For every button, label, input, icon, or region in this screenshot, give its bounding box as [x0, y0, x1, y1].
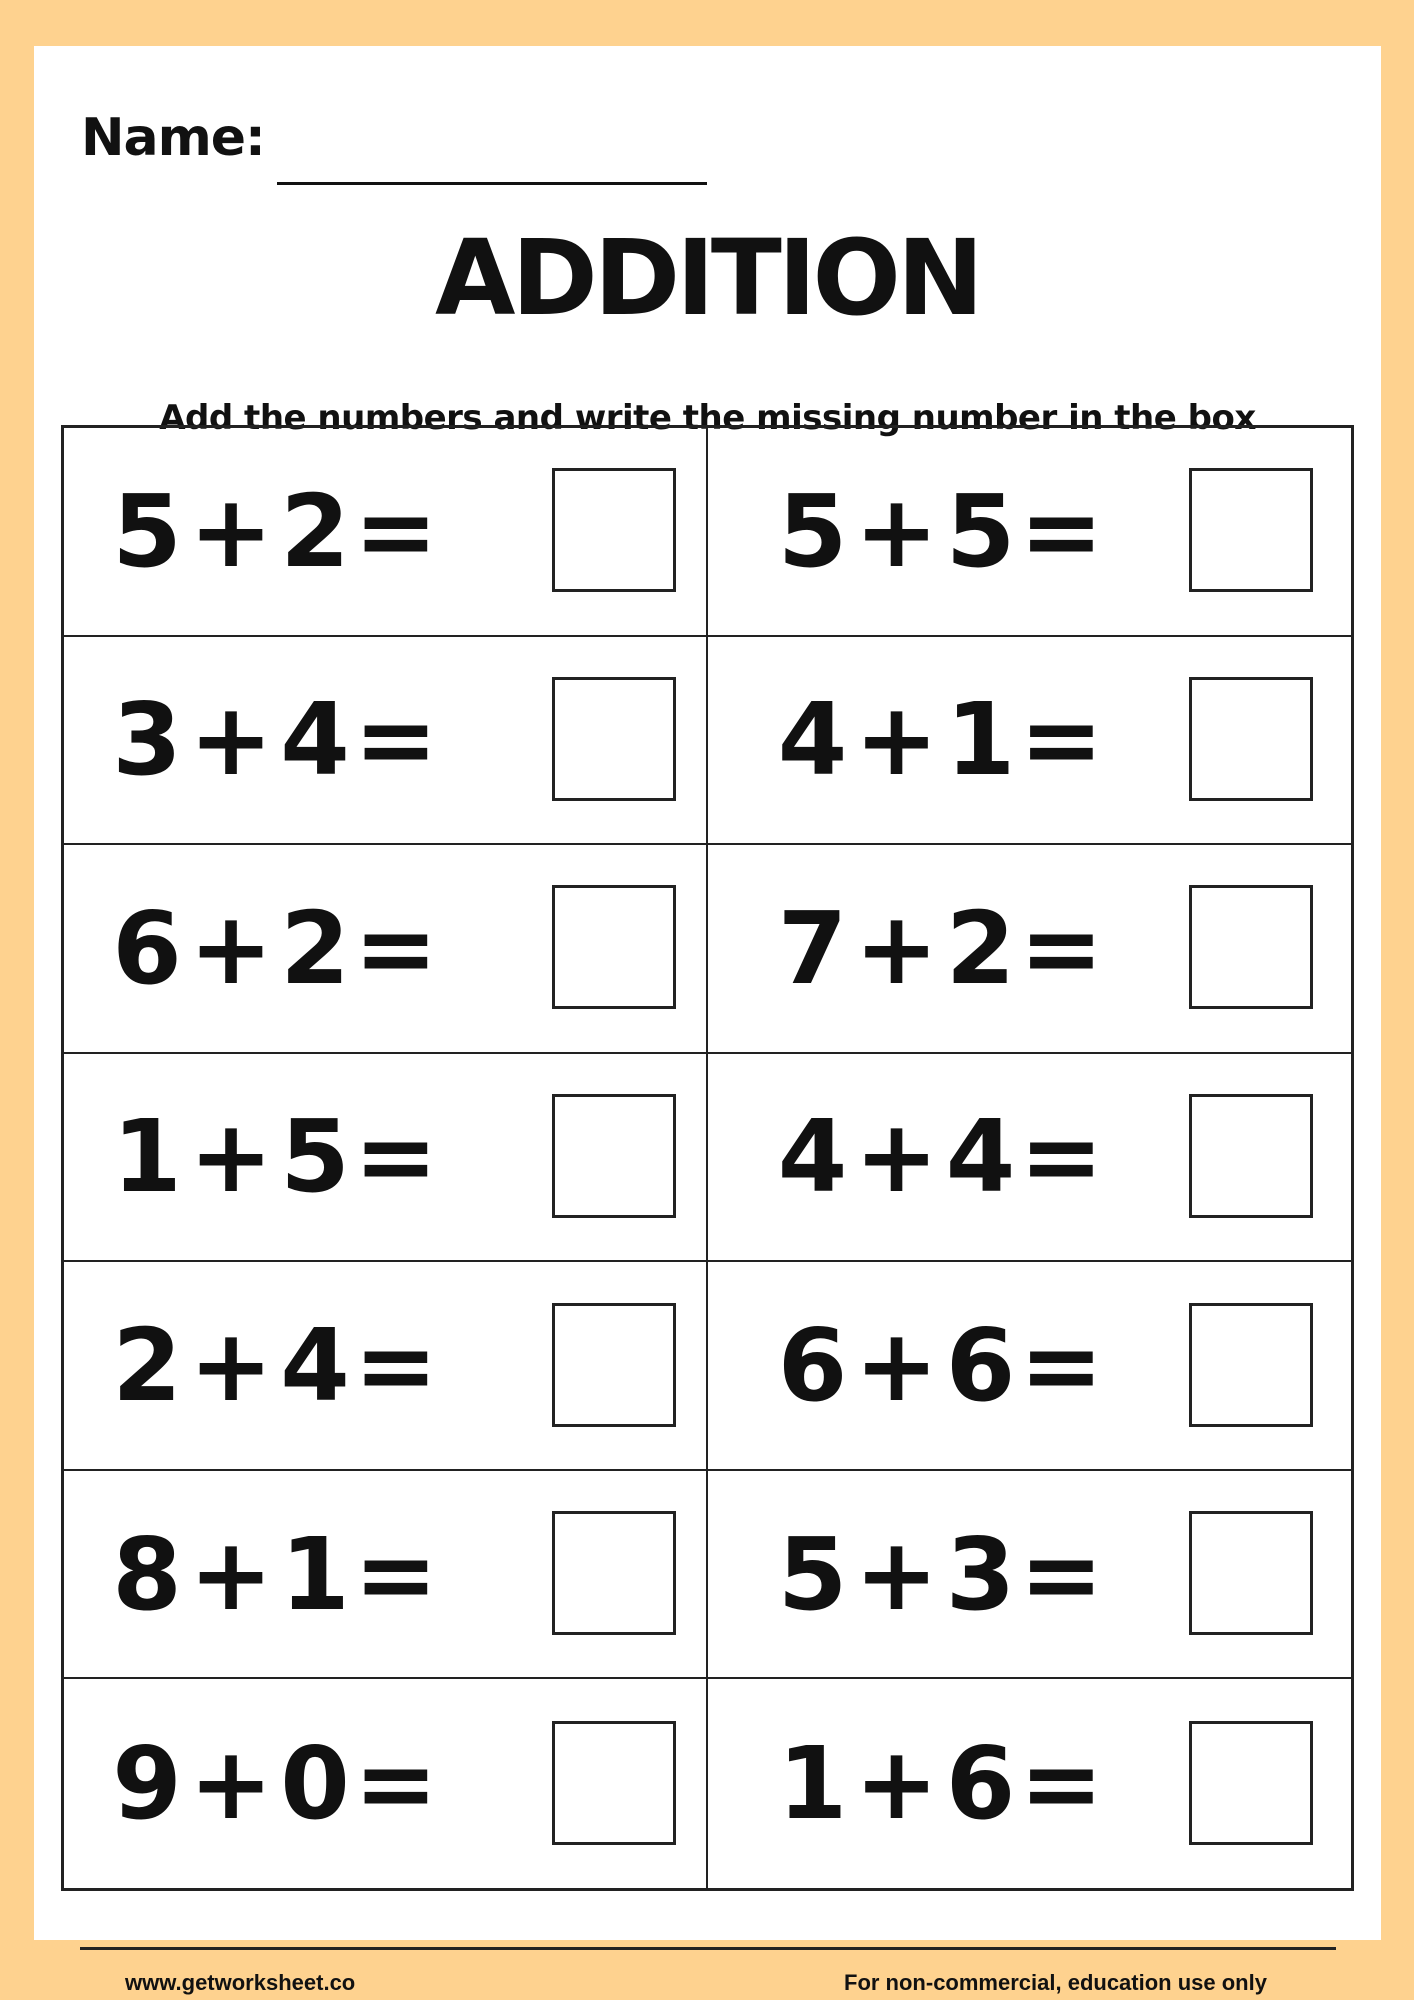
answer-box[interactable]	[1189, 468, 1313, 592]
equals-sign: =	[354, 1098, 438, 1216]
addend-a: 4	[777, 681, 848, 799]
worksheet-page	[34, 46, 1381, 1940]
problem-cell	[64, 1471, 708, 1680]
equals-sign: =	[354, 889, 438, 1007]
addend-a: 2	[112, 1307, 182, 1425]
addend-b: 6	[945, 1725, 1016, 1843]
plus-sign: +	[189, 472, 273, 590]
answer-box[interactable]	[1189, 1511, 1313, 1635]
problem-cell	[64, 428, 708, 637]
problem-cell	[64, 637, 708, 846]
plus-sign: +	[854, 1098, 939, 1216]
footer-divider	[80, 1947, 1336, 1950]
plus-sign: +	[189, 1515, 273, 1633]
addend-a: 5	[777, 472, 848, 590]
answer-box[interactable]	[1189, 885, 1313, 1009]
addend-a: 3	[112, 681, 182, 799]
problem-cell	[708, 1054, 1352, 1263]
addend-b: 4	[280, 681, 350, 799]
addend-a: 8	[112, 1515, 182, 1633]
problem-cell	[64, 1262, 708, 1471]
addend-b: 6	[945, 1307, 1016, 1425]
equals-sign: =	[1019, 1725, 1104, 1843]
plus-sign: +	[189, 889, 273, 1007]
answer-box[interactable]	[552, 885, 676, 1009]
plus-sign: +	[854, 1725, 939, 1843]
equals-sign: =	[354, 1515, 438, 1633]
addend-a: 6	[112, 889, 182, 1007]
addend-b: 3	[945, 1515, 1016, 1633]
equals-sign: =	[354, 681, 438, 799]
problem-cell	[64, 845, 708, 1054]
addend-a: 1	[112, 1098, 182, 1216]
problem-cell	[64, 1679, 708, 1888]
addend-b: 1	[280, 1515, 350, 1633]
addend-b: 4	[945, 1098, 1016, 1216]
plus-sign: +	[189, 1307, 273, 1425]
plus-sign: +	[854, 1515, 939, 1633]
answer-box[interactable]	[1189, 1721, 1313, 1845]
addend-a: 1	[777, 1725, 848, 1843]
worksheet-title: ADDITION	[435, 217, 980, 339]
problem-cell	[708, 845, 1352, 1054]
addend-b: 5	[945, 472, 1016, 590]
equals-sign: =	[354, 1725, 438, 1843]
equals-sign: =	[1019, 1307, 1104, 1425]
plus-sign: +	[189, 681, 273, 799]
problem-cell	[708, 1262, 1352, 1471]
plus-sign: +	[189, 1725, 273, 1843]
addend-b: 2	[945, 889, 1016, 1007]
equals-sign: =	[1019, 681, 1104, 799]
answer-box[interactable]	[552, 468, 676, 592]
answer-box[interactable]	[552, 1303, 676, 1427]
addend-b: 2	[280, 889, 350, 1007]
name-write-line[interactable]	[277, 182, 707, 185]
equals-sign: =	[354, 1307, 438, 1425]
addend-a: 5	[112, 472, 182, 590]
problem-cell	[708, 1679, 1352, 1888]
addend-b: 5	[280, 1098, 350, 1216]
addend-a: 5	[777, 1515, 848, 1633]
worksheet-instructions: Add the numbers and write the missing number in the box	[159, 398, 1256, 438]
answer-box[interactable]	[552, 677, 676, 801]
addend-a: 7	[777, 889, 848, 1007]
answer-box[interactable]	[552, 1511, 676, 1635]
addend-b: 4	[280, 1307, 350, 1425]
problem-cell	[708, 1471, 1352, 1680]
footer-website: www.getworksheet.co	[125, 1970, 356, 1995]
equals-sign: =	[1019, 1515, 1104, 1633]
addend-a: 9	[112, 1725, 182, 1843]
answer-box[interactable]	[552, 1721, 676, 1845]
addend-b: 2	[280, 472, 350, 590]
addend-b: 1	[945, 681, 1016, 799]
equals-sign: =	[1019, 889, 1104, 1007]
problem-cell	[64, 1054, 708, 1263]
addend-a: 4	[777, 1098, 848, 1216]
problem-cell	[708, 637, 1352, 846]
addend-b: 0	[280, 1725, 350, 1843]
plus-sign: +	[854, 681, 939, 799]
plus-sign: +	[854, 1307, 939, 1425]
equals-sign: =	[1019, 472, 1104, 590]
problem-cell	[708, 428, 1352, 637]
name-label: Name:	[81, 108, 265, 168]
plus-sign: +	[189, 1098, 273, 1216]
equals-sign: =	[354, 472, 438, 590]
plus-sign: +	[854, 889, 939, 1007]
answer-box[interactable]	[1189, 1303, 1313, 1427]
equals-sign: =	[1019, 1098, 1104, 1216]
footer-license: For non-commercial, education use only	[844, 1970, 1267, 1995]
answer-box[interactable]	[552, 1094, 676, 1218]
problem-grid	[61, 425, 1354, 1891]
addend-a: 6	[777, 1307, 848, 1425]
answer-box[interactable]	[1189, 677, 1313, 801]
plus-sign: +	[854, 472, 939, 590]
answer-box[interactable]	[1189, 1094, 1313, 1218]
